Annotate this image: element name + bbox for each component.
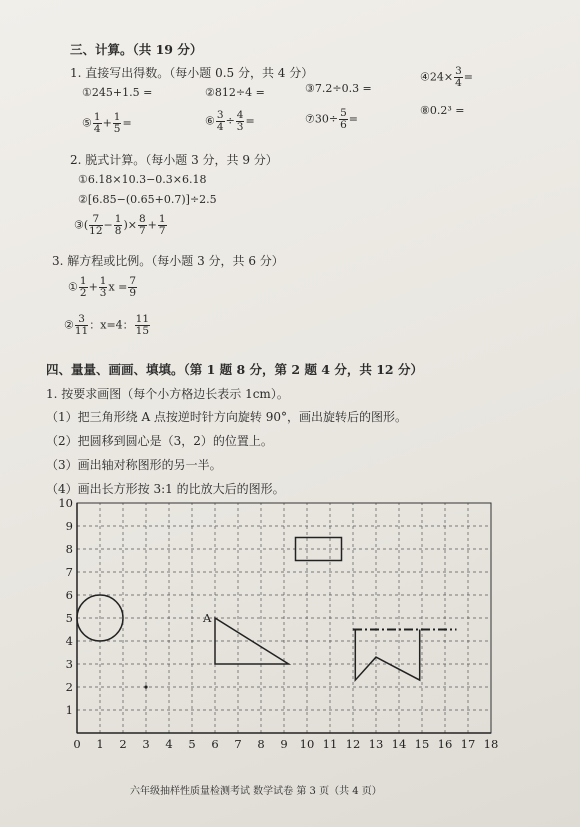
drawing-step-2: （2）把圆移到圆心是（3，2）的位置上。 bbox=[46, 434, 273, 448]
y-tick-label: 7 bbox=[65, 565, 73, 579]
step-calc-2: ②[6.85−(0.65+0.7)]÷2.5 bbox=[78, 193, 217, 206]
q3-3-heading: 3. 解方程或比例。（每小题 3 分，共 6 分） bbox=[52, 254, 284, 268]
calc-item-6: ⑥ $\frac{3}{4}$ ÷ $\frac{4}{3}$ = bbox=[205, 109, 255, 134]
grid-dot bbox=[144, 685, 147, 688]
y-tick-label: 10 bbox=[58, 496, 73, 510]
y-tick-label: 9 bbox=[65, 519, 73, 533]
calc-item-4: ④24× $\frac{3}{4}$ = bbox=[420, 65, 473, 90]
step-calc-3: ③( $\frac{7}{12}$ − $\frac{1}{8}$ )× $\frac{8}{7}$ + $\frac{1}{7}$ bbox=[74, 213, 166, 238]
calc-item-1: ①245+1.5 = bbox=[82, 86, 153, 99]
x-tick-label: 9 bbox=[280, 737, 288, 751]
calc-item-7: ⑦30÷ $\frac{5}{6}$ = bbox=[305, 107, 358, 132]
x-tick-label: 3 bbox=[142, 737, 150, 751]
x-tick-label: 11 bbox=[322, 737, 338, 751]
x-tick-label: 18 bbox=[483, 737, 499, 751]
section-4-title: 四、量量、画画、填填。（第 1 题 8 分，第 2 题 4 分，共 12 分） bbox=[46, 362, 423, 377]
step-calc-1: ①6.18×10.3−0.3×6.18 bbox=[78, 173, 207, 186]
y-tick-label: 5 bbox=[65, 611, 73, 625]
y-tick-label: 3 bbox=[65, 657, 73, 671]
equation-1: ① $\frac{1}{2}$ + $\frac{1}{3}$ x = $\frac{7}{9}$ bbox=[68, 275, 137, 300]
x-tick-label: 13 bbox=[368, 737, 384, 751]
x-tick-label: 4 bbox=[165, 737, 173, 751]
y-tick-label: 8 bbox=[65, 542, 73, 556]
x-tick-label: 6 bbox=[211, 737, 219, 751]
x-tick-label: 7 bbox=[234, 737, 242, 751]
calc-item-3: ③7.2÷0.3 = bbox=[305, 82, 372, 95]
section-3-title: 三、计算。（共 19 分） bbox=[70, 42, 203, 57]
x-tick-label: 16 bbox=[437, 737, 453, 751]
x-tick-label: 1 bbox=[96, 737, 104, 751]
q3-1-heading: 1. 直接写出得数。（每小题 0.5 分，共 4 分） bbox=[70, 66, 314, 80]
equation-2: ② $\frac{3}{11}$ ：x=4： $\frac{11}{15}$ bbox=[64, 313, 150, 338]
symmetric-half-shape bbox=[355, 630, 419, 681]
x-tick-label: 5 bbox=[188, 737, 196, 751]
x-tick-label: 0 bbox=[73, 737, 81, 751]
calc-item-8: ⑧0.2³ = bbox=[420, 104, 465, 117]
calc-item-5: ⑤ $\frac{1}{4}$ + $\frac{1}{5}$ = bbox=[82, 111, 132, 136]
point-a-label: A bbox=[203, 611, 212, 625]
x-tick-label: 8 bbox=[257, 737, 265, 751]
x-tick-label: 14 bbox=[391, 737, 407, 751]
x-tick-label: 17 bbox=[460, 737, 476, 751]
drawing-step-3: （3）画出轴对称图形的另一半。 bbox=[46, 458, 222, 472]
x-tick-label: 2 bbox=[119, 737, 127, 751]
q4-1-heading: 1. 按要求画图（每个小方格边长表示 1cm）。 bbox=[46, 387, 289, 401]
q3-2-heading: 2. 脱式计算。（每小题 3 分，共 9 分） bbox=[70, 153, 278, 167]
x-tick-label: 12 bbox=[345, 737, 361, 751]
drawing-step-1: （1）把三角形绕 A 点按逆时针方向旋转 90°，画出旋转后的图形。 bbox=[46, 410, 408, 424]
y-tick-label: 1 bbox=[65, 703, 73, 717]
y-tick-label: 4 bbox=[65, 634, 73, 648]
drawing-step-4: （4）画出长方形按 3:1 的比放大后的图形。 bbox=[46, 482, 285, 496]
y-tick-label: 2 bbox=[65, 680, 73, 694]
x-tick-label: 15 bbox=[414, 737, 430, 751]
page-footer: 六年级抽样性质量检测考试 数学试卷 第 3 页（共 4 页） bbox=[130, 786, 382, 797]
x-tick-label: 10 bbox=[299, 737, 315, 751]
calc-item-2: ②812÷4 = bbox=[205, 86, 265, 99]
y-tick-label: 6 bbox=[65, 588, 73, 602]
